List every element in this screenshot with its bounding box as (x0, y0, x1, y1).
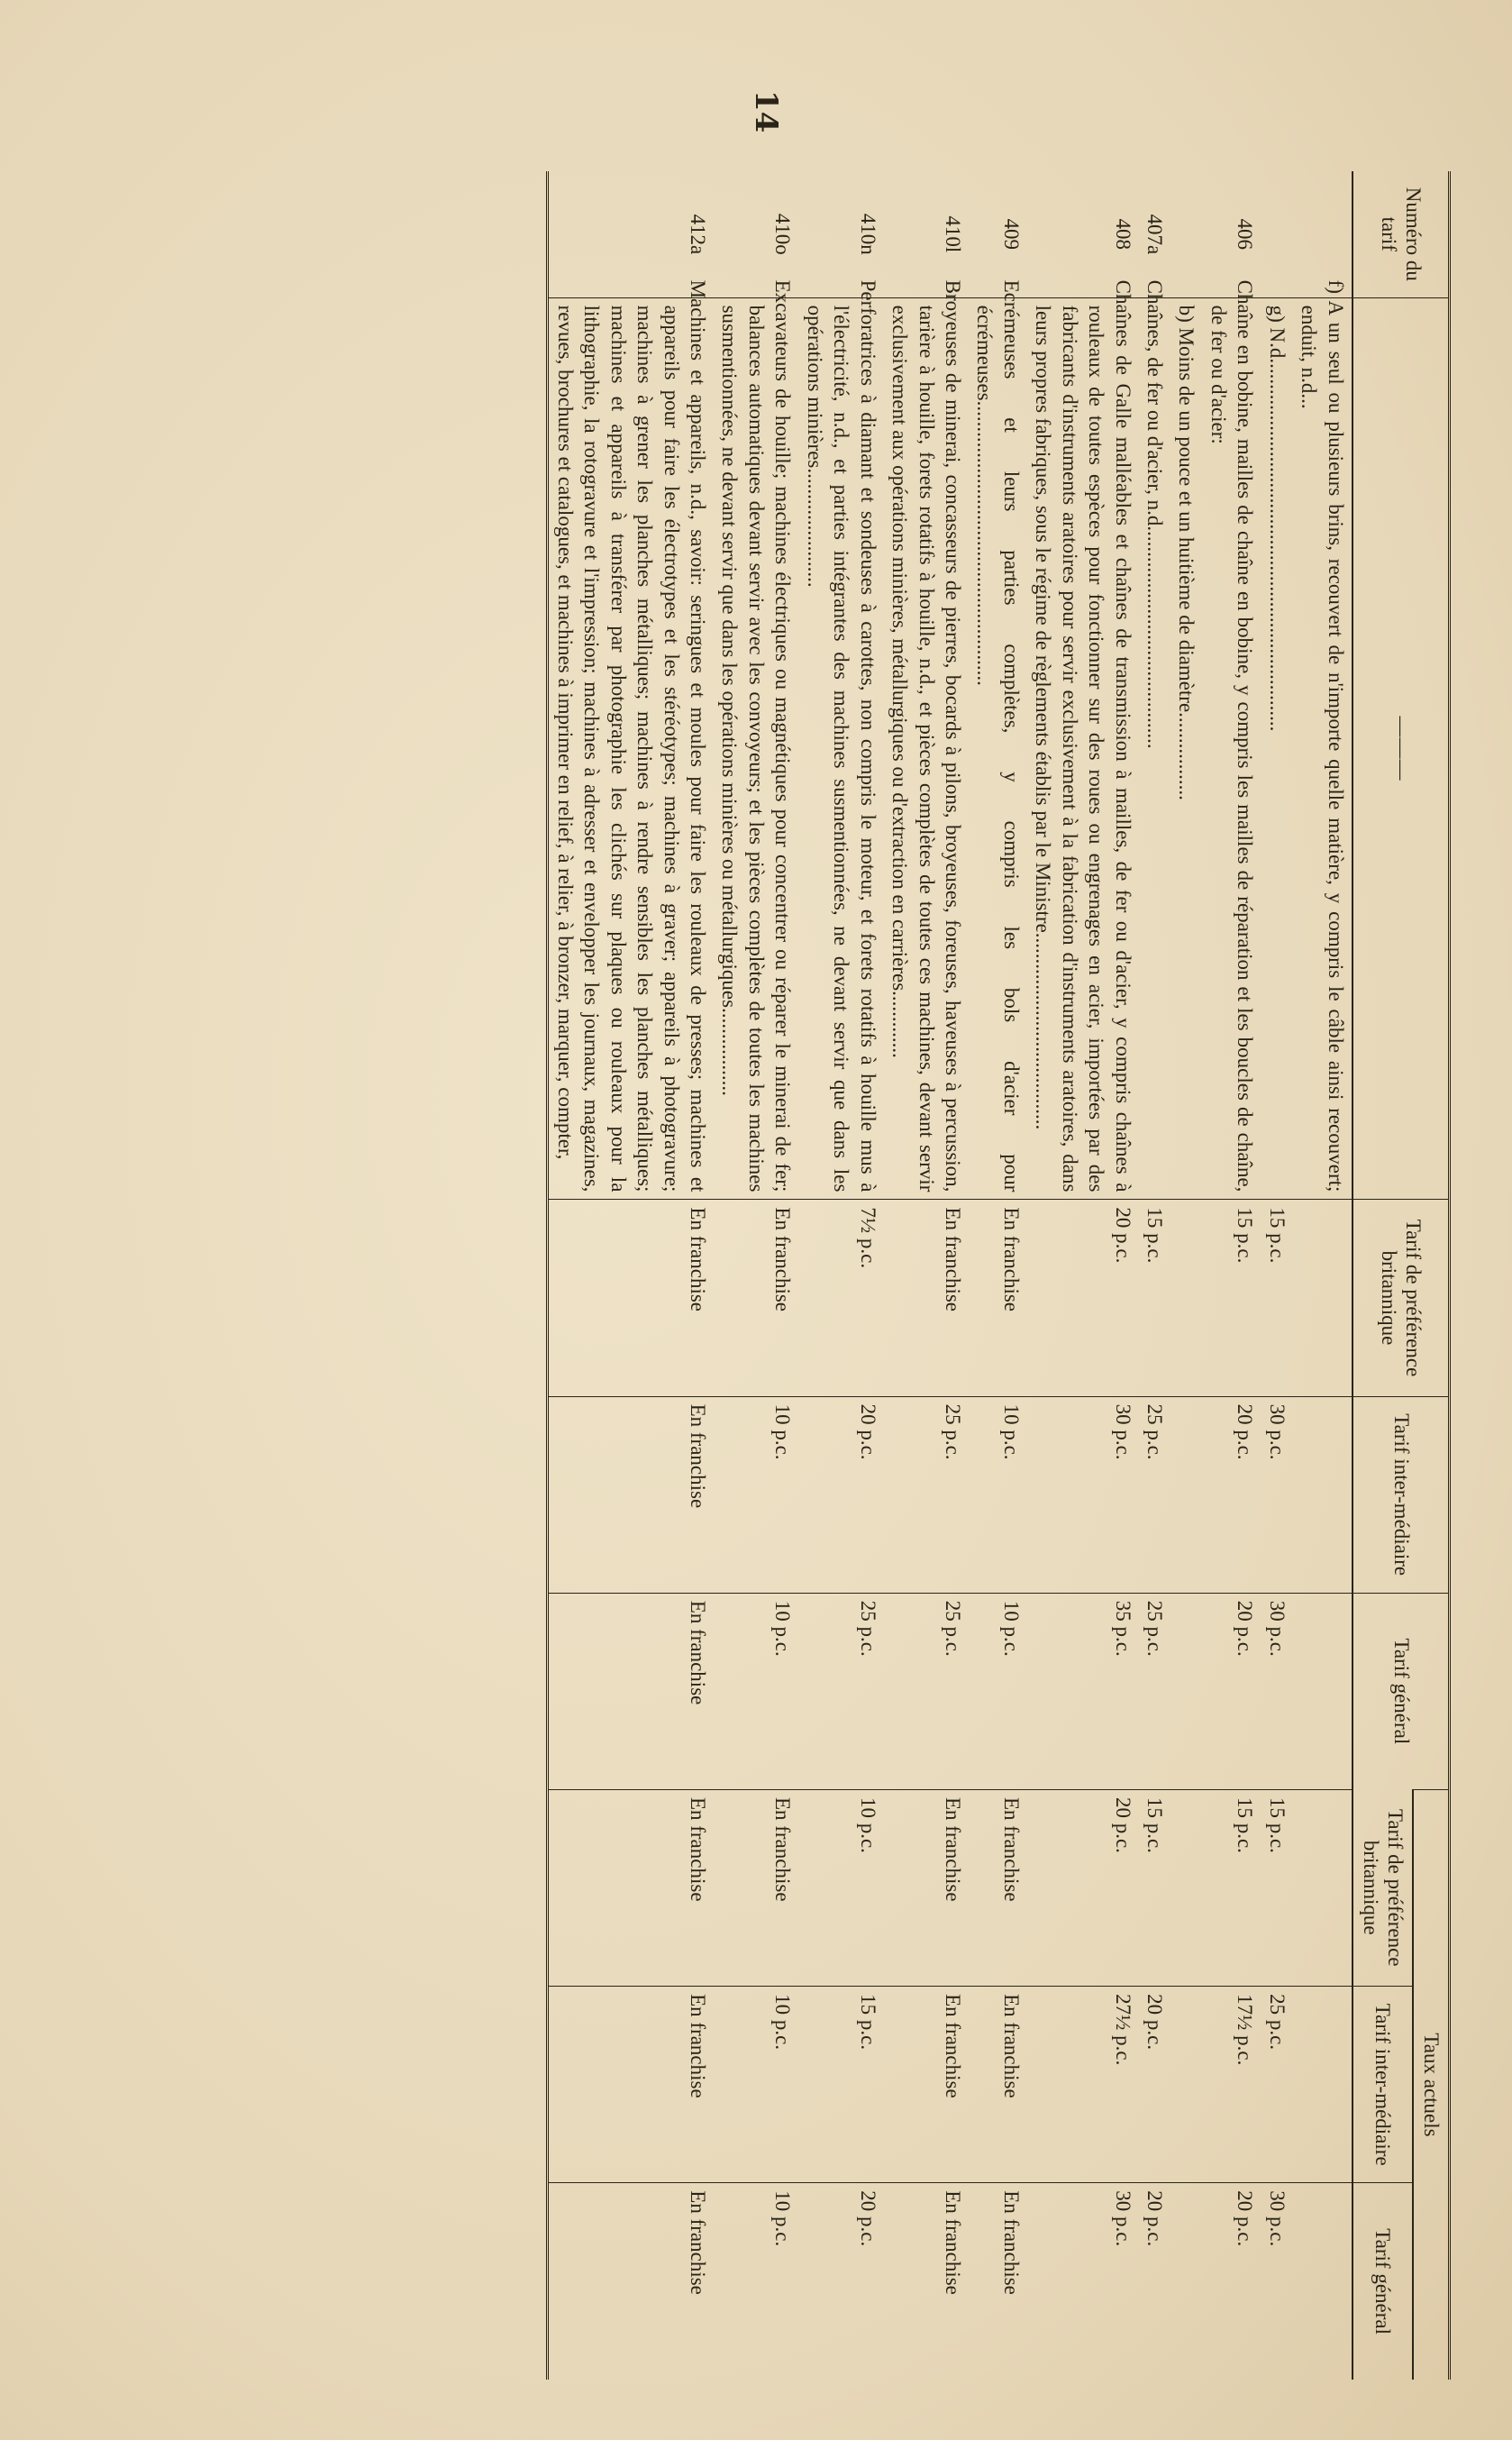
rate-cur-bp: 15 p.c. (1139, 1789, 1170, 1986)
table-row (1261, 171, 1292, 2380)
tariff-number (1261, 171, 1292, 297)
tariff-number: 410o (771, 213, 795, 255)
rate-bp: 20 p.c. (1027, 1200, 1139, 1396)
table-row (798, 171, 883, 2380)
rate-cur-int (1293, 1987, 1353, 2183)
rate-cur-int: 25 p.c. (1261, 1987, 1292, 2183)
tariff-number: 410n (856, 213, 879, 255)
rate-gen (1170, 1593, 1202, 1789)
rate-cur-gen: 10 p.c. (714, 2183, 798, 2380)
rate-bp (1293, 1200, 1353, 1396)
rate-int: 30 p.c. (1027, 1396, 1139, 1593)
item-description: Excavateurs de houille; machines électriques ou magnétiques pour concentrer ou réparer le minerai de fer; balances automatiques devant servir avec les convoyeurs; et les pièces complètes de toutes les machines susmentionnées, ne devant servir que dans les opérations minières ou métallurgiques................. (714, 297, 798, 1200)
table-row (714, 171, 798, 2380)
header-current-rates: Taux actuels (1413, 1789, 1450, 2380)
rate-cur-int: 17½ p.c. (1203, 1987, 1262, 2183)
rate-cur-int: En franchise (548, 1987, 714, 2183)
rate-cur-int: 10 p.c. (714, 1987, 798, 2183)
table-row (1293, 171, 1353, 2380)
header-col-int: Tarif inter-médiaire (1353, 1396, 1450, 1593)
rate-gen: 30 p.c. (1261, 1593, 1292, 1789)
header-cur-gen: Tarif général (1353, 2183, 1413, 2380)
tariff-table (546, 171, 1451, 2380)
rate-cur-gen (1170, 2183, 1202, 2380)
rate-gen: 20 p.c. (1203, 1593, 1262, 1789)
item-description: f) A un seul ou plusieurs brins, recouvert de n'importe quelle matière, y compris le câble ainsi recouvert; enduit, n.d... (1293, 297, 1353, 1200)
rate-cur-bp: En franchise (548, 1789, 714, 1986)
rate-bp: En franchise (884, 1200, 969, 1396)
rate-cur-int (1170, 1987, 1202, 2183)
rate-int (1293, 1396, 1353, 1593)
rate-bp: 15 p.c. (1203, 1200, 1262, 1396)
item-description: Perforatrices à diamant et sondeuses à carottes, non compris le moteur, et forets rotatifs à houille mus à l'électricité, n.d., et parties intégrantes des machines susmentionnées, ne devant servir que dans les opérations minières....................... (798, 297, 883, 1200)
rate-gen (1293, 1593, 1353, 1789)
rate-int: 30 p.c. (1261, 1396, 1292, 1593)
header-col-bp: Tarif de préférence britannique (1353, 1200, 1450, 1396)
rate-gen: 25 p.c. (1139, 1593, 1170, 1789)
rate-int: En franchise (548, 1396, 714, 1593)
item-description: Chaînes, de fer ou d'acier, n.d........................................... (1139, 297, 1170, 1200)
table-row (1139, 171, 1170, 2380)
rate-gen: 25 p.c. (798, 1593, 883, 1789)
rate-cur-bp: 20 p.c. (1027, 1789, 1139, 1986)
rate-int: 10 p.c. (714, 1396, 798, 1593)
rate-bp: 15 p.c. (1139, 1200, 1170, 1396)
rate-int: 25 p.c. (884, 1396, 969, 1593)
item-description: Machines et appareils, n.d., savoir: seringues et moules pour faire les rouleaux de presses; machines et appareils pour faire les électrotypes et les stéréotypes; machines à graver; appareils à photogravure; machines à grener les planches métalliques; machines à rendre sensibles les planches métalliques; machines et appareils à transférer par photographie les clichés sur plaques ou rouleaux pour la lithographie, la rotogravure et l'impression; machines à adresser et envelopper les journaux, magazines, revues, brochures et catalogues, et machines à imprimer en relief, à relier, à bronzer, marquer, compter, (548, 297, 714, 1200)
page-number: 14 (748, 90, 784, 133)
rate-bp: 7½ p.c. (798, 1200, 883, 1396)
rate-gen: 25 p.c. (884, 1593, 969, 1789)
rate-cur-int: 27½ p.c. (1027, 1987, 1139, 2183)
table-row (548, 171, 714, 2380)
rate-cur-gen: 20 p.c. (798, 2183, 883, 2380)
rate-cur-gen: En franchise (884, 2183, 969, 2380)
header-col-gen: Tarif général (1353, 1593, 1450, 1789)
rate-bp: 15 p.c. (1261, 1200, 1292, 1396)
item-description: Ecrémeuses et leurs parties complètes, y compris les bols d'acier pour écrémeuses....................................................... (969, 297, 1027, 1200)
item-description: b) Moins de un pouce et un huitième de diamètre................. (1170, 297, 1202, 1200)
tariff-number: 412a (687, 214, 710, 255)
rate-cur-bp: En franchise (714, 1789, 798, 1986)
table-row (1027, 171, 1139, 2380)
tariff-number (1170, 171, 1202, 297)
rate-cur-bp (1170, 1789, 1202, 1986)
header-description: ——— (1353, 297, 1450, 1200)
rate-cur-gen: 30 p.c. (1261, 2183, 1292, 2380)
rate-cur-int: 15 p.c. (798, 1987, 883, 2183)
header-row (1413, 171, 1450, 2380)
rate-gen: 10 p.c. (969, 1593, 1027, 1789)
rate-gen: 35 p.c. (1027, 1593, 1139, 1789)
rate-cur-bp (1293, 1789, 1353, 1986)
rate-bp: En franchise (548, 1200, 714, 1396)
item-description: g) N.d........................................................................ (1261, 297, 1292, 1200)
rate-int: 20 p.c. (1203, 1396, 1262, 1593)
rate-gen: En franchise (548, 1593, 714, 1789)
rate-int: 10 p.c. (969, 1396, 1027, 1593)
rate-bp: En franchise (969, 1200, 1027, 1396)
rate-gen: 10 p.c. (714, 1593, 798, 1789)
rate-int: 25 p.c. (1139, 1396, 1170, 1593)
table-row (1170, 171, 1202, 2380)
rate-cur-gen (1293, 2183, 1353, 2380)
rate-int (1170, 1396, 1202, 1593)
table-row (1203, 171, 1262, 2380)
tariff-number: 408 (1111, 218, 1134, 251)
rate-cur-int: 20 p.c. (1139, 1987, 1170, 2183)
tariff-number: 406 (1234, 218, 1257, 251)
rate-cur-gen: 20 p.c. (1203, 2183, 1262, 2380)
rate-cur-gen: En franchise (969, 2183, 1027, 2380)
header-cur-int: Tarif inter-médiaire (1353, 1987, 1413, 2183)
tariff-number: 407a (1143, 214, 1167, 255)
item-description: Broyeuses de minerai, concasseurs de pierres, bocards à pilons, broyeuses, foreuses, haveuses à percussion, tarière à houille, forets rotatifs à houille, n.d., et pièces complètes de toutes ces machines, devant servir exclusivement aux opérations minières, métallurgiques ou d'extraction en carrières............. (884, 297, 969, 1200)
rate-cur-bp: 10 p.c. (798, 1789, 883, 1986)
rate-cur-bp: 15 p.c. (1261, 1789, 1292, 1986)
rate-cur-int: En franchise (969, 1987, 1027, 2183)
tariff-number (1293, 171, 1353, 297)
header-cur-bp: Tarif de préférence britannique (1353, 1789, 1413, 1986)
rate-bp: En franchise (714, 1200, 798, 1396)
rate-int: 20 p.c. (798, 1396, 883, 1593)
rate-cur-gen: 30 p.c. (1027, 2183, 1139, 2380)
rate-bp (1170, 1200, 1202, 1396)
tariff-table-frame (144, 171, 1451, 2380)
rate-cur-gen: En franchise (548, 2183, 714, 2380)
header-number: Numéro du tarif (1353, 171, 1450, 297)
rate-cur-bp: En franchise (969, 1789, 1027, 1986)
rate-cur-bp: 15 p.c. (1203, 1789, 1262, 1986)
item-description: Chaînes de Galle malléables et chaînes de transmission à mailles, de fer ou d'acier, y compris chaînes à rouleaux de toutes espèces pour fonctionner sur des roues ou engrenages en acier, importées par des fabricants d'instruments aratoires pour servir exclusivement à la fabrication d'instruments aratoires, dans leurs propres fabriques, sous le régime de règlements établis par le Ministre...................................... (1027, 297, 1139, 1200)
rate-cur-int: En franchise (884, 1987, 969, 2183)
tariff-number: 409 (999, 218, 1023, 251)
rate-cur-bp: En franchise (884, 1789, 969, 1986)
table-row (884, 171, 969, 2380)
tariff-number: 410l (942, 215, 964, 253)
item-description: Chaîne en bobine, mailles de chaîne en bobine, y compris les mailles de réparation et les boucles de chaîne, de fer ou d'acier: (1203, 297, 1262, 1200)
table-row (969, 171, 1027, 2380)
rate-cur-gen: 20 p.c. (1139, 2183, 1170, 2380)
